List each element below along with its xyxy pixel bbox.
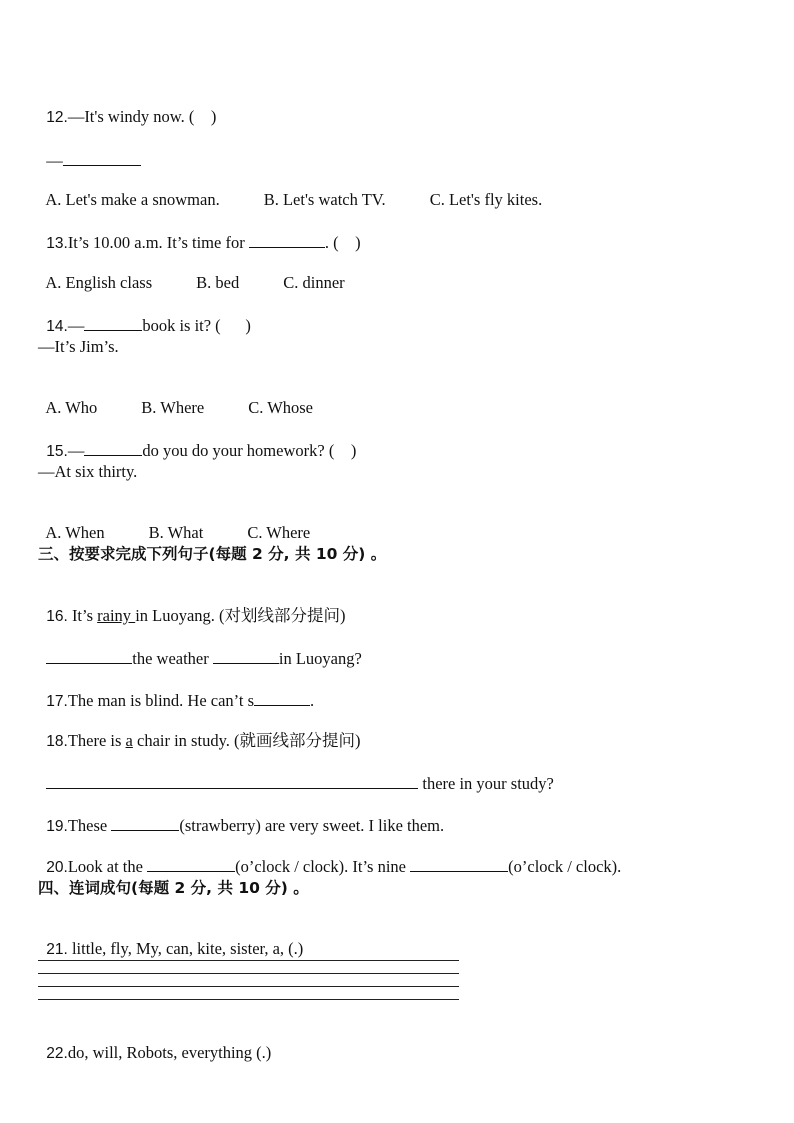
answer-blank[interactable] [63,150,141,166]
question-12 [38,87,216,128]
answer-blank[interactable] [410,856,508,872]
question-text-end: in Luoyang. (对划线部分提问) [135,606,346,625]
question-text: do you do your homework? ( ) [142,441,357,460]
answer-blank[interactable] [46,648,132,664]
question-text-end: (o’clock / clock). [508,857,622,876]
option-c[interactable]: C. Where [247,523,311,542]
question-text: book is it? ( ) [142,316,251,335]
option-b[interactable]: B. Where [141,398,205,417]
options-14 [38,378,313,418]
answer-blank[interactable] [84,315,142,331]
question-22 [38,1023,271,1064]
question-number: 21. [46,941,68,958]
answer-blank[interactable] [147,856,235,872]
section-3-heading: 三、按要求完成下列句子(每题 2 分, 共 10 分) 。 [38,545,387,563]
question-number: 18. [46,733,68,750]
writing-line[interactable] [38,999,459,1000]
answer-line-16 [38,628,362,669]
period: . [310,691,315,710]
reply-15: —At six thirty. [38,462,138,481]
answer-blank[interactable] [46,773,418,789]
question-text: Look at the [67,857,148,876]
answer-line-18 [38,753,554,794]
answer-blank[interactable] [249,232,325,248]
answer-blank[interactable] [84,440,142,456]
writing-line[interactable] [38,986,459,987]
option-a[interactable]: A. Let's make a snowman. [45,190,220,209]
answer-text-end: there in your study? [418,774,554,793]
question-number: 15. [46,443,68,460]
question-number: 20. [46,859,68,876]
question-text: These [67,816,112,835]
question-16 [38,586,346,627]
reply-14: —It’s Jim’s. [38,337,119,356]
question-text: do, will, Robots, everything (.) [67,1043,272,1062]
question-number: 13. [46,235,68,252]
question-number: 16. [46,608,68,625]
question-19 [38,795,444,837]
option-c[interactable]: C. Let's fly kites. [429,190,543,209]
question-text: It’s 10.00 a.m. It’s time for [67,233,249,252]
question-14 [38,295,251,337]
answer-line [38,130,141,171]
question-number: 22. [46,1045,68,1062]
question-text-end: (strawberry) are very sweet. I like them. [179,816,445,835]
options-13 [38,253,345,293]
question-text-end: chair in study. (就画线部分提问) [132,731,361,750]
dash: — [67,316,85,335]
question-18 [38,711,360,752]
question-text: —It's windy now. ( ) [67,107,217,126]
underlined-word: a [125,731,133,750]
question-number: 14. [46,318,68,335]
question-21 [38,919,303,960]
answer-blank[interactable] [213,648,279,664]
question-text-end: . ( ) [324,233,361,252]
option-a[interactable]: A. When [45,523,105,542]
option-b[interactable]: B. bed [196,273,240,292]
question-text-mid: (o’clock / clock). It’s nine [235,857,411,876]
question-13 [38,212,361,254]
question-17 [38,670,314,712]
writing-line[interactable] [38,973,459,974]
options-12 [38,170,542,210]
section-4-heading: 四、连词成句(每题 2 分, 共 10 分) 。 [38,879,309,897]
underlined-word: rainy [97,606,136,625]
option-c[interactable]: C. dinner [283,273,345,292]
question-20 [38,836,621,878]
question-number: 19. [46,818,68,835]
dash: — [67,441,85,460]
question-15 [38,420,356,462]
options-15 [38,503,310,543]
question-number: 12. [46,109,68,126]
answer-blank[interactable] [254,690,310,706]
question-text: There is [67,731,126,750]
answer-blank[interactable] [111,815,179,831]
option-b[interactable]: B. What [148,523,204,542]
question-text: It’s [67,606,98,625]
option-a[interactable]: A. English class [45,273,153,292]
option-c[interactable]: C. Whose [248,398,314,417]
option-b[interactable]: B. Let's watch TV. [263,190,386,209]
question-number: 17. [46,693,68,710]
question-text: The man is blind. He can’t s [67,691,255,710]
answer-text-end: in Luoyang? [278,649,362,668]
dash: — [46,151,63,170]
question-text: little, fly, My, can, kite, sister, a, (.) [67,939,304,958]
option-a[interactable]: A. Who [45,398,98,417]
writing-line[interactable] [38,960,459,961]
answer-text: the weather [132,649,213,668]
